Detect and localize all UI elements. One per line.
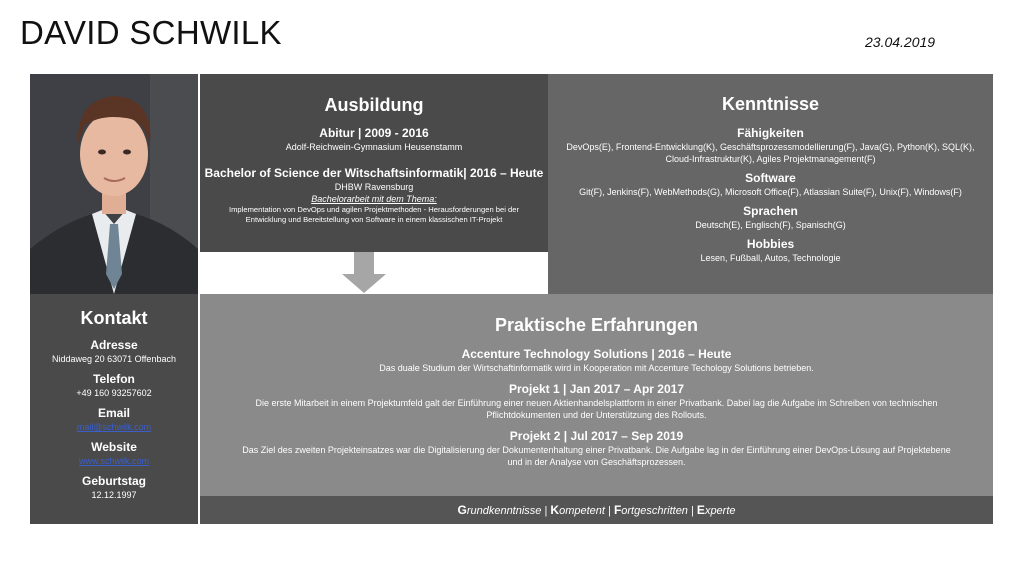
kontakt-title: Kontakt [80, 308, 148, 328]
adresse-heading: Adresse [90, 338, 138, 352]
praktische-erfahrungen-section [200, 294, 993, 496]
software-list: Git(F), Jenkins(F), WebMethods(G), Microsoft Office(F), Atlassian Suite(F), Unix(F), Windows(F) [579, 187, 962, 197]
faehigkeiten-heading: Fähigkeiten [737, 126, 804, 140]
ausbildung-title: Ausbildung [324, 95, 424, 115]
sprachen-heading: Sprachen [743, 204, 798, 218]
email-heading: Email [97, 406, 130, 420]
university-name: DHBW Ravensburg [334, 182, 414, 192]
projekt-2-heading: Projekt 2 | Jul 2017 – Sep 2019 [509, 429, 684, 443]
website-link[interactable]: www.schwilk.com [78, 456, 149, 466]
portrait-illustration [30, 74, 198, 294]
software-heading: Software [745, 171, 796, 185]
down-arrow-icon [340, 252, 388, 294]
job-description: Das duale Studium der Wirtschaftinformatik wird in Kooperation mit Accenture Techology Solutions betrieben. [379, 363, 814, 373]
kenntnisse-section [548, 74, 993, 294]
praktisch-title: Praktische Erfahrungen [494, 315, 699, 335]
legend-k-initial: K [550, 503, 560, 517]
geburtstag-heading: Geburtstag [81, 474, 146, 488]
hobbies-list: Lesen, Fußball, Autos, Technologie [700, 253, 841, 263]
legend-e-initial: E [696, 503, 705, 517]
website-heading: Website [91, 440, 137, 454]
kenntnisse-title: Kenntnisse [721, 94, 820, 114]
thesis-label: Bachelorarbeit mit dem Thema: [311, 194, 437, 204]
skill-level-legend [200, 496, 993, 524]
projekt-2-line-1: Das Ziel des zweiten Projekteinsatzes war die Digitalisierung der Dokumentenhaltung einer Privatbank. Die Aufgabe lag in der Einführung einer DevOps-Lösung auf Projektebene [242, 445, 951, 455]
legend-g-rest: rundkenntnisse [466, 505, 542, 517]
legend-e-rest: xperte [704, 505, 736, 517]
legend-separator: | [687, 505, 697, 517]
geburtstag-value: 12.12.1997 [91, 490, 137, 500]
school-name: Adolf-Reichwein-Gymnasium Heusenstamm [285, 142, 463, 152]
thesis-line-1: Implementation von DevOps und agilen Projektmethoden - Herausforderungen bei der [229, 205, 519, 214]
telefon-heading: Telefon [93, 372, 135, 386]
bachelor-heading: Bachelor of Science der Witschaftsinformatik| 2016 – Heute [204, 166, 544, 180]
faehigkeiten-line-1: DevOps(E), Frontend-Entwicklung(K), Geschäftsprozessmodellierung(F), Java(G), Python(K), SQL(K), [566, 142, 975, 152]
person-name: DAVID SCHWILK [20, 14, 282, 51]
projekt-1-heading: Projekt 1 | Jan 2017 – Apr 2017 [508, 382, 684, 396]
projekt-1-line-2: Pflichtdokumenten und der Unterstützung des Rollouts. [486, 410, 707, 420]
legend-g-initial: G [457, 503, 467, 517]
sprachen-list: Deutsch(E), Englisch(F), Spanisch(G) [695, 220, 846, 230]
kontakt-section [30, 294, 198, 524]
adresse-value: Niddaweg 20 63071 Offenbach [52, 354, 176, 364]
legend-separator: | [541, 505, 551, 517]
thesis-line-2: Entwicklung und Bereitstellung von Software in einem klassischen IT-Projekt [245, 215, 503, 224]
legend-f-initial: F [613, 503, 622, 517]
profile-photo [30, 74, 198, 294]
ausbildung-section [200, 74, 548, 252]
abitur-heading: Abitur | 2009 - 2016 [319, 126, 429, 140]
projekt-1-line-1: Die erste Mitarbeit in einem Projektumfeld galt der Einführung einer neuen Aktienhandelsplattform in einer Privatbank. Dabei lag die Aufgabe im Schreiben von technischen [255, 398, 938, 408]
legend-k-rest: ompetent [559, 505, 605, 517]
legend-f-rest: ortgeschritten [621, 505, 688, 517]
telefon-value: +49 160 93257602 [76, 388, 152, 398]
job-heading: Accenture Technology Solutions | 2016 – Heute [461, 347, 732, 361]
faehigkeiten-line-2: Cloud-Infrastruktur(K), Agiles Projektmanagement(F) [665, 154, 876, 164]
hobbies-heading: Hobbies [746, 237, 795, 251]
document-date: 23.04.2019 [865, 34, 936, 50]
legend-separator: | [604, 505, 614, 517]
email-link[interactable]: mail@schwilk.com [76, 422, 152, 432]
projekt-2-line-2: und in der Analyse von Geschäftsprozessen. [507, 457, 686, 467]
